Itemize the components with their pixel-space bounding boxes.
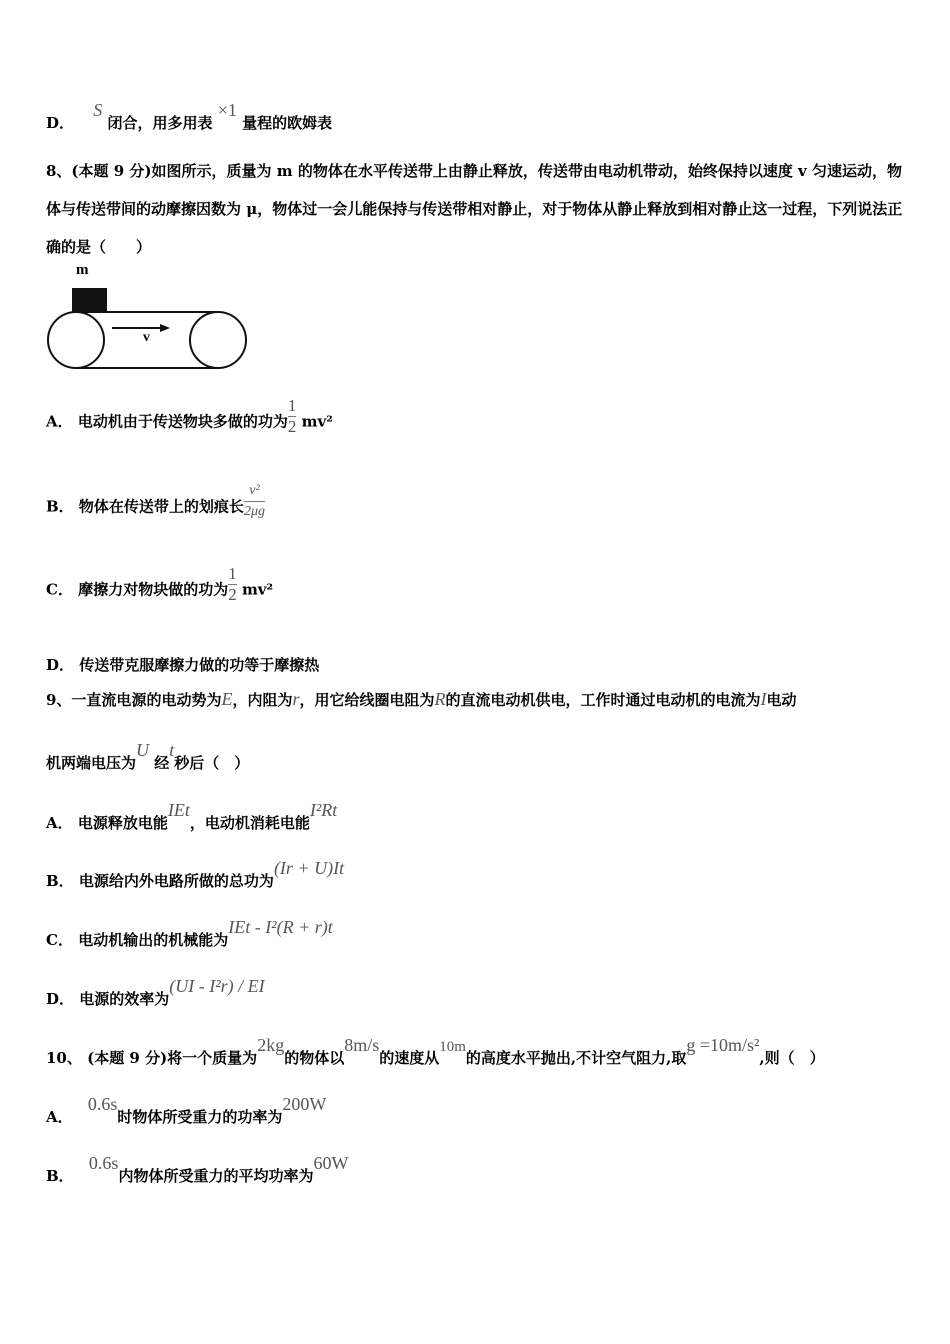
option-text: 电源的效率为 (79, 990, 170, 1008)
formula-mechanical-energy: IEt - I²(R + r)t (228, 917, 333, 937)
q7-option-d (46, 100, 333, 133)
value-time: 0.6s (88, 1153, 119, 1173)
math-r: r (292, 689, 300, 709)
figure-block-label: m (76, 262, 89, 278)
option-text: 摩擦力对物块做的功为 (78, 580, 229, 599)
q9-text: 的直流电动机供电，工作时通过电动机的电流为 (445, 691, 761, 709)
q10-text: 的高度水平抛出,不计空气阻力,取 (465, 1049, 687, 1067)
value-power: 200W (282, 1094, 327, 1114)
fraction-half: $\frac{1}{2}$ (287, 396, 297, 436)
option-label: C． (46, 931, 73, 949)
q9-option-b (46, 858, 345, 891)
math-e: E (221, 689, 233, 709)
value-speed: 8m/s (344, 1035, 380, 1055)
option-tail: mv² (301, 412, 333, 431)
q8-option-d (46, 654, 319, 675)
pulley-right (190, 312, 246, 368)
q9-text: 电动 (766, 691, 797, 709)
q9-text: ，内阻为 (232, 691, 293, 709)
velocity-arrow-head (160, 324, 170, 332)
option-text: 电源释放电能 (77, 814, 168, 832)
option-text: 物体在传送带上的划痕长 (78, 497, 244, 516)
block-m (72, 288, 107, 313)
option-text-2: ，电动机消耗电能 (189, 814, 310, 832)
q10-option-a (46, 1094, 327, 1127)
option-text: 闭合，用多用表 (107, 114, 213, 132)
q8-stem: 8、(本题 9 分)如图所示，质量为 m 的物体在水平传送带上由静止释放，传送带由电动机带动，始终保持以速度 v 匀速运动，物体与传送带间的动摩擦因数为 μ，物体过一会儿能保持与传送带相对静止，对于物体从静止释放到相对静止这一过程，下列说法正确的是（ ） (46, 162, 903, 256)
math-times-1: ×1 (217, 100, 237, 120)
value-time: 0.6s (87, 1094, 118, 1114)
value-power: 60W (313, 1153, 349, 1173)
q10-text: ,则（ ） (759, 1049, 825, 1067)
option-label: C． (46, 580, 73, 599)
value-height: 10m (439, 1039, 466, 1055)
q9-stem-line-2 (46, 740, 250, 773)
option-text: 电动机由于传送物块多做的功为 (77, 412, 288, 431)
q10-text: 的物体以 (284, 1049, 345, 1067)
option-text: 时物体所受重力的功率为 (117, 1108, 283, 1126)
option-label: B． (46, 497, 74, 516)
q9-option-c (46, 917, 333, 950)
conveyor-diagram (46, 262, 251, 372)
q9-option-a (46, 800, 338, 833)
option-label: A． (46, 1108, 73, 1126)
q8-option-b (46, 483, 265, 528)
option-label: B． (46, 872, 74, 890)
fraction-v2-over-2mug: $\frac{\text{v²}}{2\mu g}$ (244, 481, 265, 522)
value-mass: 2kg (257, 1035, 285, 1055)
option-text: 电源给内外电路所做的总功为 (78, 872, 274, 890)
q9-option-d (46, 976, 265, 1009)
q10-stem (46, 1035, 825, 1068)
conveyor-figure (46, 262, 251, 372)
q9-text: 机两端电压为 (46, 754, 137, 772)
math-s: S (93, 100, 103, 120)
formula-total-work: (Ir + U)It (273, 858, 345, 878)
math-i: I (760, 689, 767, 709)
option-text-2: 量程的欧姆表 (242, 114, 333, 132)
math-big-r: R (434, 689, 446, 709)
option-text: 电动机输出的机械能为 (78, 931, 229, 949)
option-text: 内物体所受重力的平均功率为 (118, 1167, 314, 1185)
option-tail: mv² (241, 580, 274, 599)
math-t: t (169, 740, 175, 760)
formula-efficiency: (UI - I²r) / EI (169, 976, 265, 996)
option-label: D． (46, 990, 75, 1008)
q9-text: 秒后（ ） (174, 754, 250, 772)
pulley-left (48, 312, 104, 368)
q9-text: 经 (154, 754, 170, 772)
figure-velocity-label: v (143, 330, 150, 345)
option-label: D． (46, 656, 75, 674)
q10-text: 10、 (本题 9 分)将一个质量为 (46, 1049, 258, 1067)
q9-text: ，用它给线圈电阻为 (299, 691, 435, 709)
value-g: g =10m/s² (686, 1035, 760, 1055)
option-label: D． (46, 114, 75, 132)
option-label: A． (46, 814, 73, 832)
q10-option-b (46, 1153, 349, 1186)
q8-option-c (46, 564, 274, 611)
option-label: B． (46, 1167, 74, 1185)
q8-option-a (46, 396, 333, 443)
formula-iet: IEt (167, 800, 190, 820)
q10-text: 的速度从 (379, 1049, 440, 1067)
q9-stem-line-1 (46, 689, 797, 710)
q9-text: 9、一直流电源的电动势为 (46, 691, 222, 709)
option-label: A． (46, 412, 73, 431)
fraction-half: $\frac{1}{2}$ (228, 564, 237, 604)
math-u: U (136, 740, 150, 760)
option-text: 传送带克服摩擦力做的功等于摩擦热 (79, 656, 320, 674)
formula-i2rt: I²Rt (309, 800, 338, 820)
